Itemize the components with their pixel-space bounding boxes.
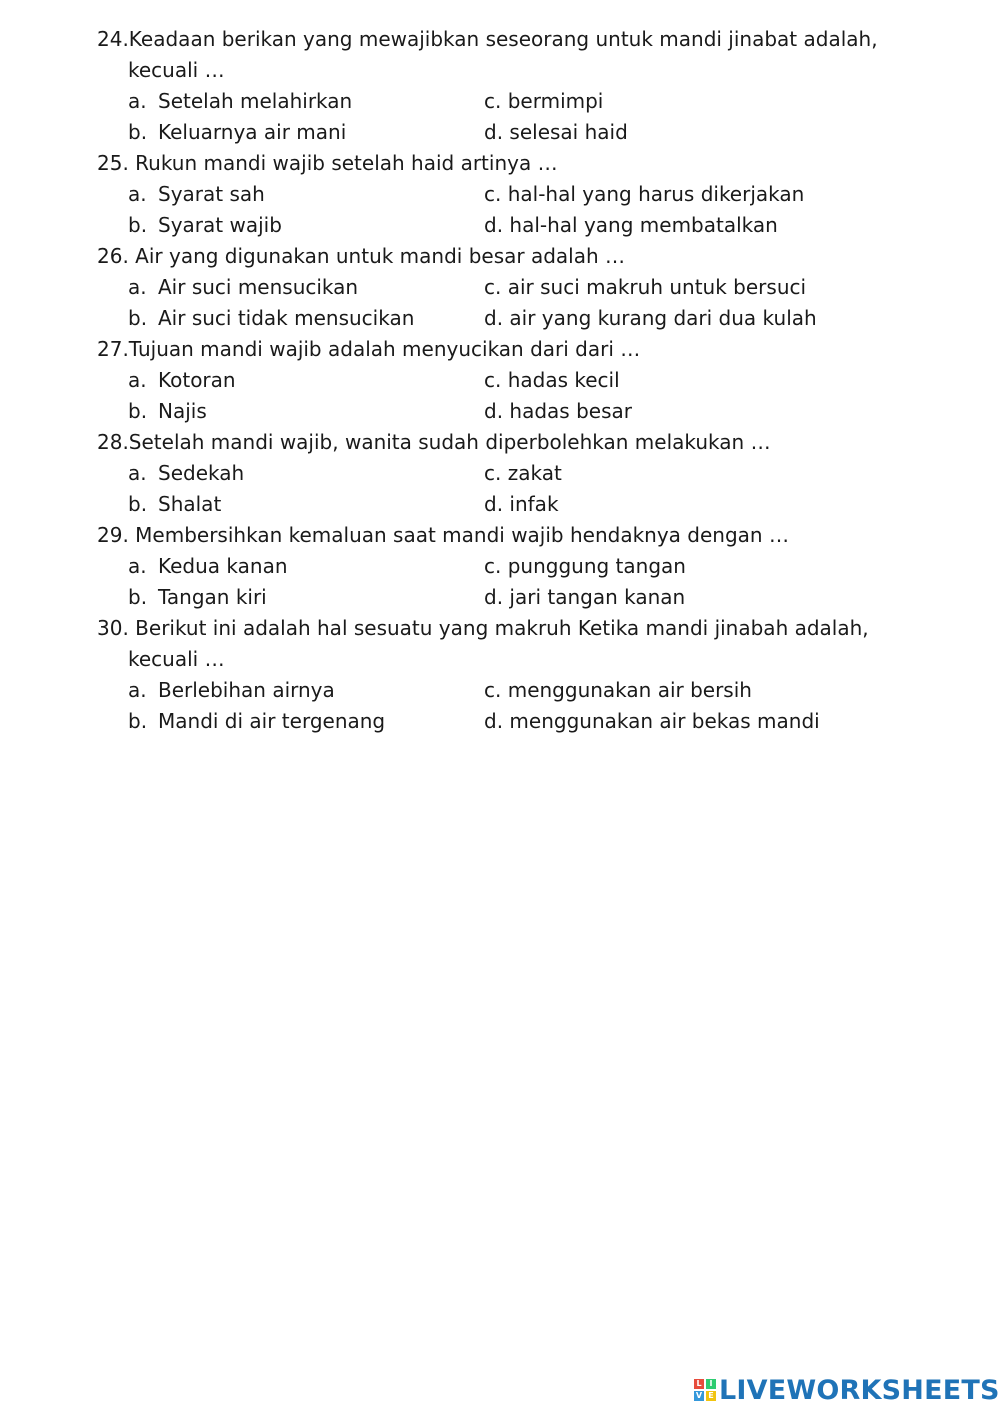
logo-grid-cell: I [706,1379,716,1389]
option-letter: a. [128,461,147,485]
option-right: c. zakat [484,461,562,485]
option-text: Berlebihan airnya [158,678,335,702]
option-letter: b. [128,120,148,144]
question-2 [97,148,957,241]
option-text: Syarat wajib [158,213,282,237]
question-stem: 27.Tujuan mandi wajib adalah menyucikan dari dari … [97,337,641,361]
question-stem: 24.Keadaan berikan yang mewajibkan seseorang untuk mandi jinabat adalah, [97,27,878,51]
option-text: Najis [158,399,207,423]
logo-text: LIVEWORKSHEETS [719,1374,1000,1406]
question-stem: 30. Berikut ini adalah hal sesuatu yang makruh Ketika mandi jinabah adalah, [97,616,869,640]
logo-grid-icon [694,1379,716,1401]
option-row [97,706,957,737]
option-row [97,210,957,241]
question-1 [97,24,957,148]
option-text: Kedua kanan [158,554,288,578]
option-row [97,272,957,303]
option-text: Air suci tidak mensucikan [158,306,415,330]
option-right: c. menggunakan air bersih [484,678,752,702]
option-letter: b. [128,585,148,609]
question-stem-continuation: kecuali … [128,58,225,82]
option-right: d. air yang kurang dari dua kulah [484,306,817,330]
option-letter: b. [128,213,148,237]
option-text: Keluarnya air mani [158,120,347,144]
question-6 [97,520,957,613]
question-sheet [97,24,957,737]
option-text: Tangan kiri [158,585,267,609]
option-row [97,582,957,613]
liveworksheets-logo [694,1373,1000,1407]
option-row [97,551,957,582]
option-text: Syarat sah [158,182,265,206]
question-stem: 28.Setelah mandi wajib, wanita sudah diperbolehkan melakukan … [97,430,771,454]
option-letter: b. [128,492,148,516]
option-right: d. jari tangan kanan [484,585,686,609]
option-row [97,86,957,117]
option-text: Shalat [158,492,222,516]
logo-grid-cell: V [695,1391,703,1400]
option-letter: b. [128,709,148,733]
option-letter: b. [128,399,148,423]
question-stem-continuation: kecuali … [128,647,225,671]
question-3 [97,241,957,334]
option-right: c. hadas kecil [484,368,620,392]
logo-grid-cell: E [706,1391,716,1401]
option-letter: a. [128,554,147,578]
question-7 [97,613,957,737]
option-right: c. hal-hal yang harus dikerjakan [484,182,805,206]
option-row [97,396,957,427]
option-right: c. bermimpi [484,89,604,113]
option-right: d. hal-hal yang membatalkan [484,213,778,237]
option-row [97,117,957,148]
option-letter: a. [128,368,147,392]
option-row [97,179,957,210]
option-letter: a. [128,275,147,299]
option-text: Mandi di air tergenang [158,709,386,733]
option-right: d. selesai haid [484,120,628,144]
option-letter: a. [128,182,147,206]
option-right: d. menggunakan air bekas mandi [484,709,820,733]
option-right: c. air suci makruh untuk bersuci [484,275,807,299]
question-stem: 29. Membersihkan kemaluan saat mandi wajib hendaknya dengan … [97,523,789,547]
option-right: c. punggung tangan [484,554,686,578]
option-letter: a. [128,89,147,113]
question-4 [97,334,957,427]
question-stem: 25. Rukun mandi wajib setelah haid artinya … [97,151,558,175]
option-row [97,675,957,706]
option-right: d. infak [484,492,559,516]
question-5 [97,427,957,520]
option-letter: a. [128,678,147,702]
option-row [97,458,957,489]
logo-grid-cell: L [694,1379,704,1389]
question-stem: 26. Air yang digunakan untuk mandi besar adalah … [97,244,626,268]
option-letter: b. [128,306,148,330]
option-right: d. hadas besar [484,399,632,423]
option-row [97,489,957,520]
option-text: Setelah melahirkan [158,89,353,113]
option-text: Sedekah [158,461,245,485]
option-row [97,365,957,396]
option-row [97,303,957,334]
option-text: Air suci mensucikan [158,275,359,299]
option-text: Kotoran [158,368,236,392]
